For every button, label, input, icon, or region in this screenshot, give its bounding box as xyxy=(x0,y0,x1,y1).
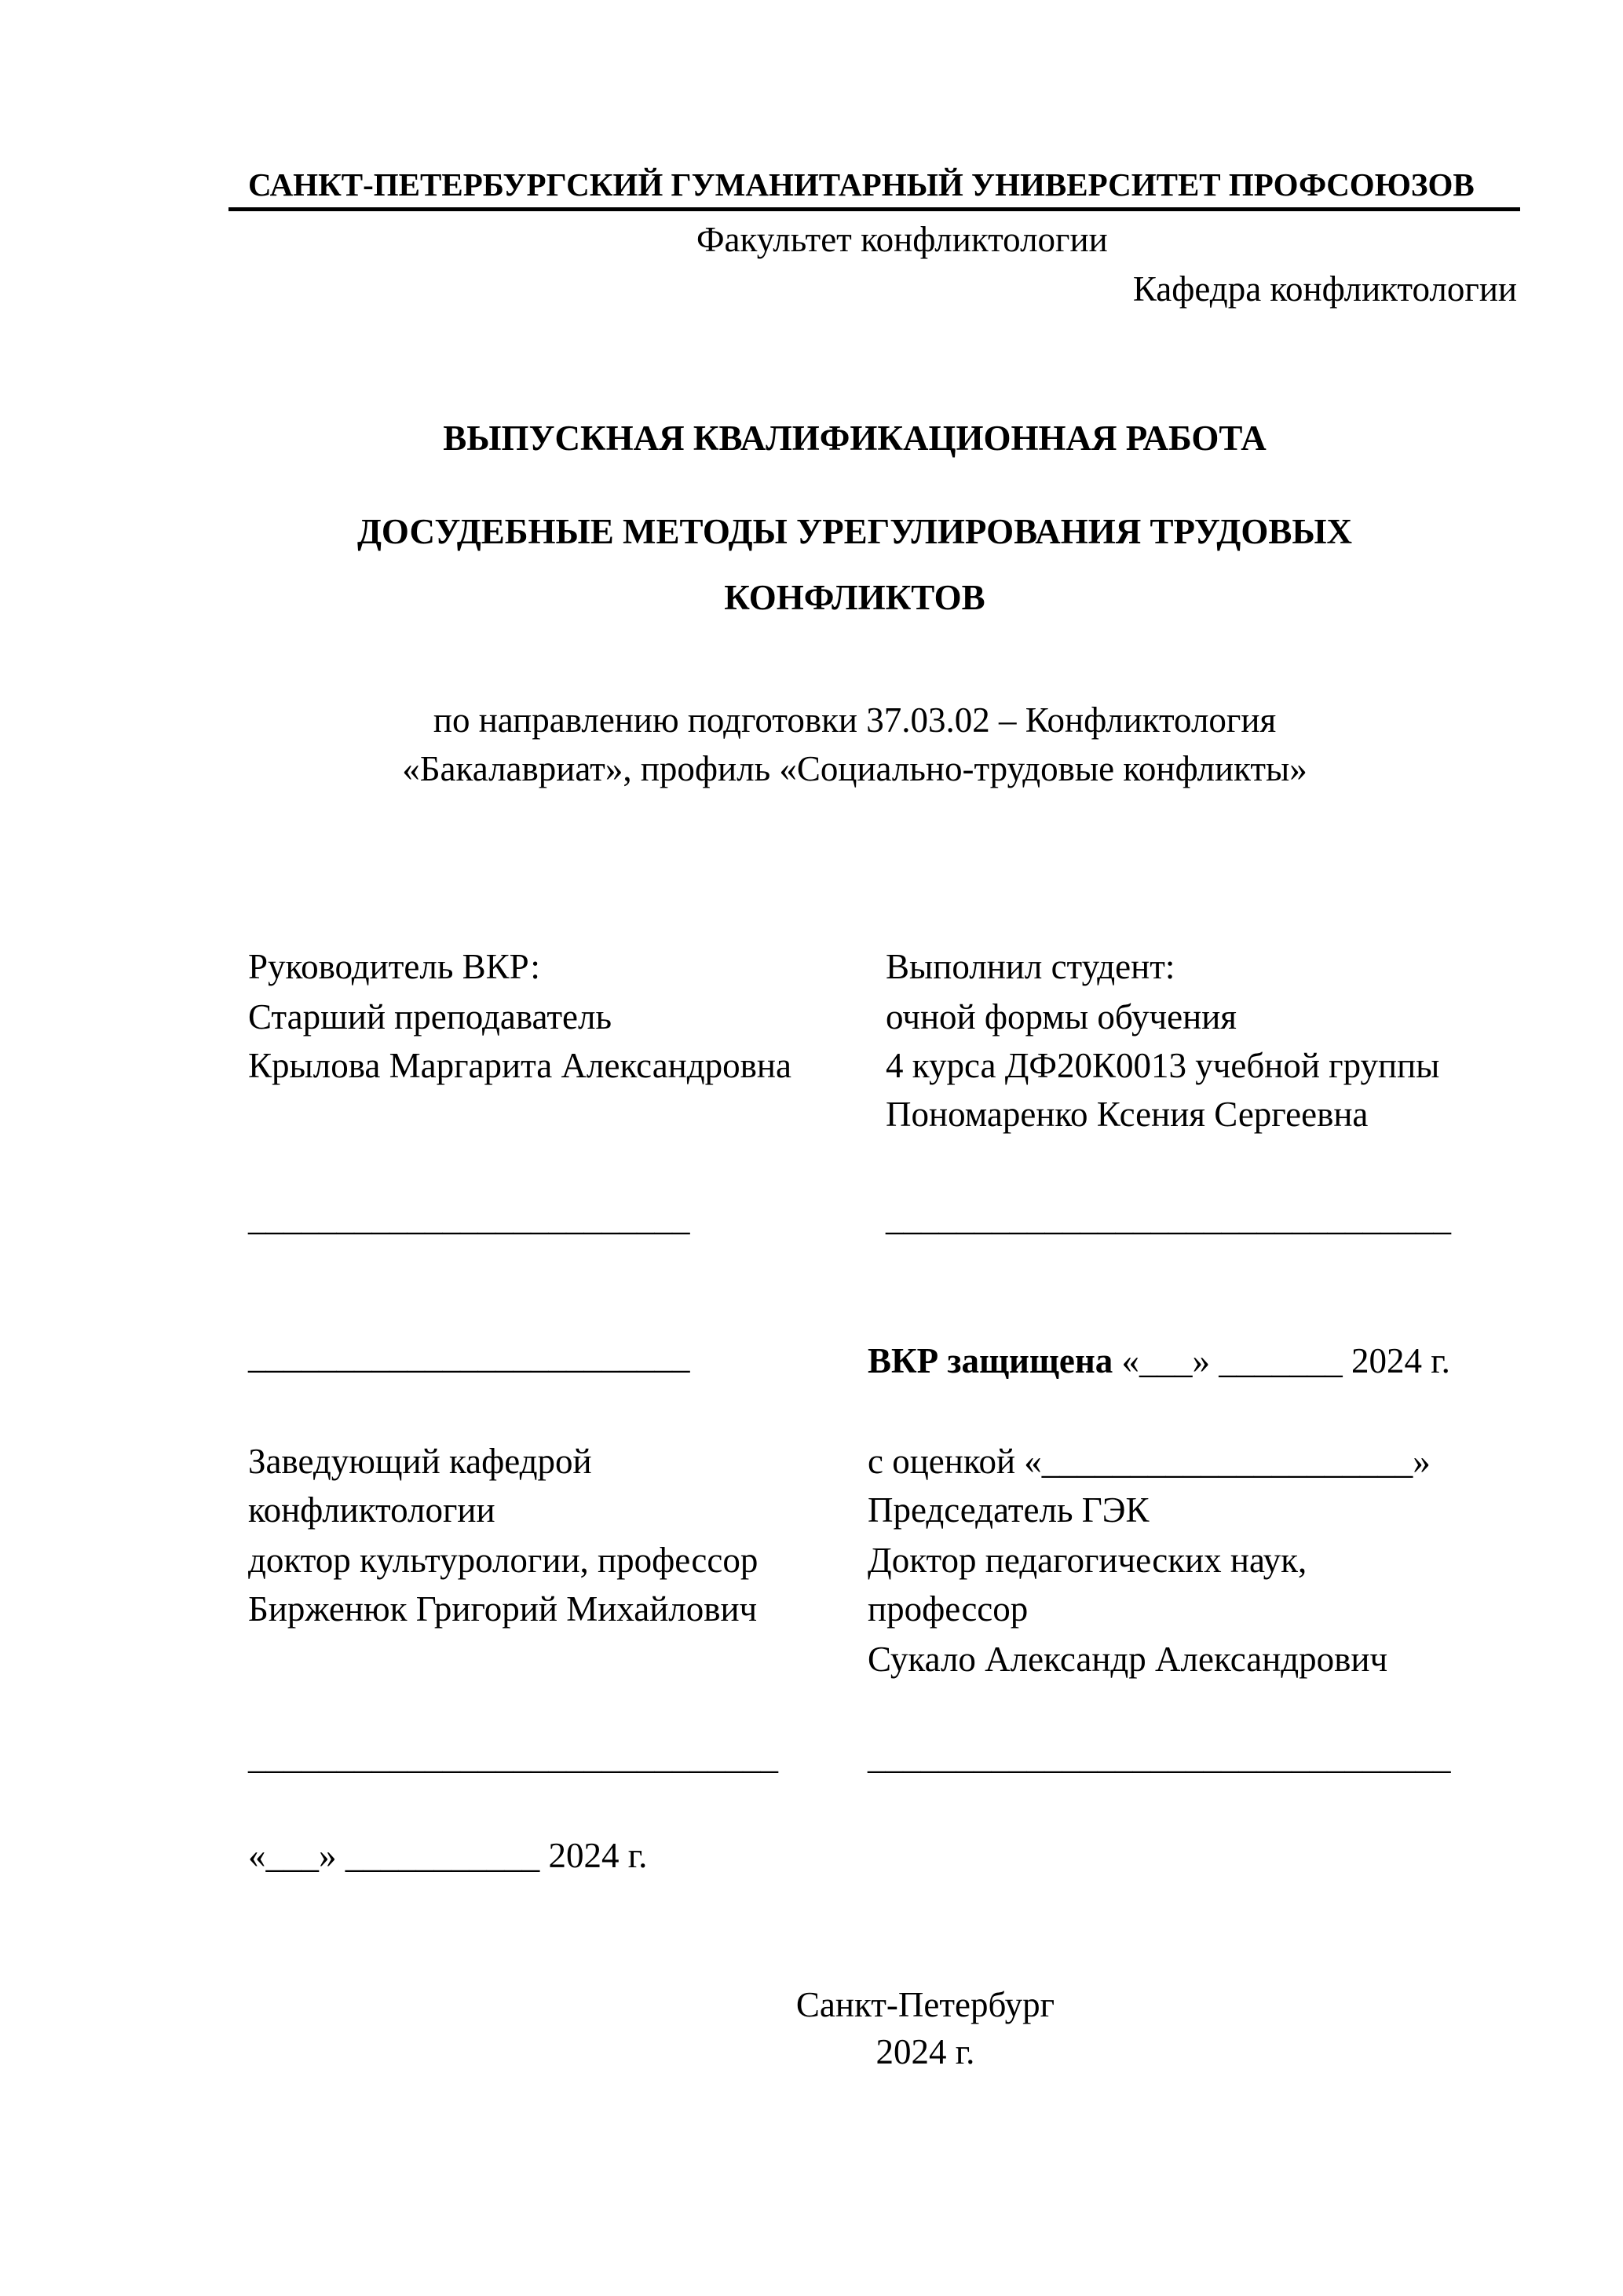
student-name: Пономаренко Ксения Сергеевна xyxy=(886,1095,1369,1134)
work-type: ВЫПУСКНАЯ КВАЛИФИКАЦИОННАЯ РАБОТА xyxy=(443,419,1267,458)
footer-city: Санкт-Петербург xyxy=(795,1985,1055,2024)
supervisor-label: Руководитель ВКР: xyxy=(248,947,540,986)
grade-field: с оценкой «_____________________» xyxy=(868,1442,1431,1481)
student-form: очной формы обучения xyxy=(886,997,1237,1036)
topic-line-1: ДОСУДЕБНЫЕ МЕТОДЫ УРЕГУЛИРОВАНИЯ ТРУДОВЫХ xyxy=(356,512,1353,551)
defense-label: ВКР защищена xyxy=(868,1341,1113,1380)
supervisor-signature-line: _________________________ xyxy=(248,1198,690,1238)
direction-line-2: «Бакалавриат», профиль «Социально-трудовые конфликты» xyxy=(402,749,1307,788)
head-date: «___» ___________ 2024 г. xyxy=(248,1836,648,1875)
head-title-1: Заведующий кафедрой xyxy=(248,1442,592,1481)
footer-year: 2024 г. xyxy=(875,2032,975,2071)
head-signature-line: ______________________________ xyxy=(248,1737,778,1776)
defense-date-text: «___» _______ 2024 г. xyxy=(1113,1341,1450,1380)
header-rule xyxy=(228,207,1520,211)
supervisor-name: Крылова Маргарита Александровна xyxy=(248,1046,791,1085)
student-label: Выполнил студент: xyxy=(886,947,1175,986)
student-signature-line: ________________________________ xyxy=(886,1198,1451,1238)
chair-name: Сукало Александр Александрович xyxy=(868,1640,1388,1679)
left-signature-line: _________________________ xyxy=(248,1336,690,1376)
department-name: Кафедра конфликтологии xyxy=(1132,269,1517,309)
chair-rank: профессор xyxy=(868,1589,1029,1629)
head-degree: доктор культурологии, профессор xyxy=(248,1541,758,1580)
university-name: САНКТ-ПЕТЕРБУРГСКИЙ ГУМАНИТАРНЫЙ УНИВЕРСИТЕТ ПРОФСОЮЗОВ xyxy=(248,166,1475,203)
chair-signature-line: _________________________________ xyxy=(868,1737,1451,1776)
chair-title: Председатель ГЭК xyxy=(868,1490,1150,1530)
direction-line-1: по направлению подготовки 37.03.02 – Конфликтология xyxy=(433,700,1277,740)
supervisor-position: Старший преподаватель xyxy=(248,997,612,1036)
defense-date xyxy=(868,1336,1450,1385)
head-title-2: конфликтологии xyxy=(248,1490,495,1530)
topic-line-2: КОНФЛИКТОВ xyxy=(724,578,985,617)
student-group: 4 курса ДФ20К0013 учебной группы xyxy=(886,1046,1440,1085)
head-name: Бирженюк Григорий Михайлович xyxy=(248,1589,758,1629)
faculty-name: Факультет конфликтологии xyxy=(696,220,1108,259)
chair-degree: Доктор педагогических наук, xyxy=(868,1541,1307,1580)
